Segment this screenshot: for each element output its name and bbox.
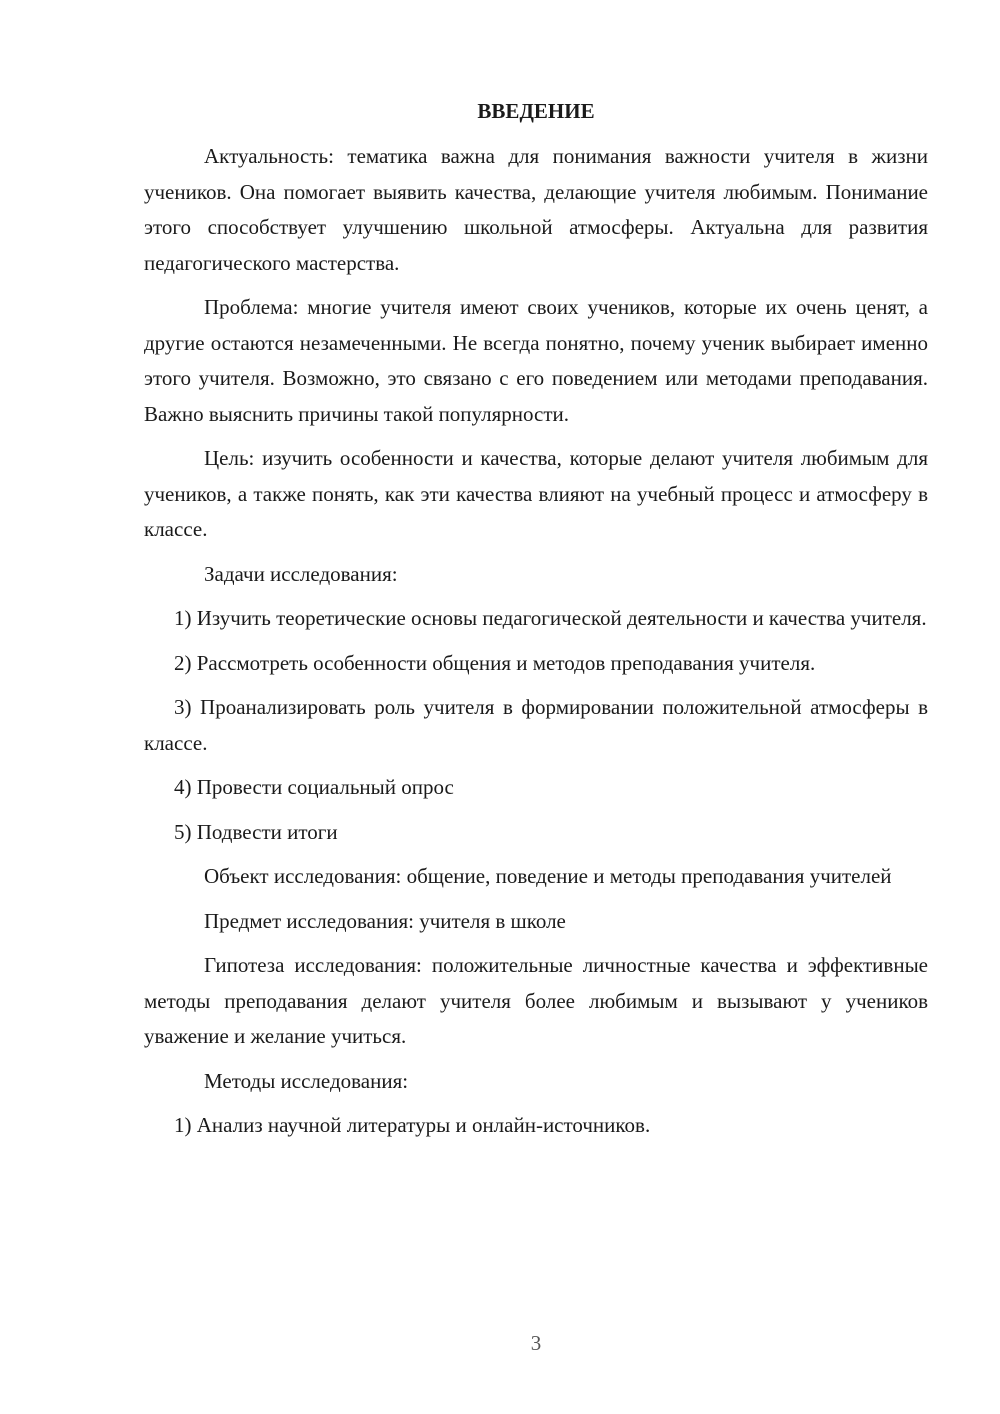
methods-heading: Методы исследования: xyxy=(204,1068,409,1093)
hypothesis-paragraph: Гипотеза исследования: положительные личностные качества и эффективные методы преподавания делают учителя более любимым и вызывают у учеников уважение и желание учиться. xyxy=(144,953,928,1048)
task-item: 4) Провести социальный опрос xyxy=(174,775,454,799)
subject-paragraph: Предмет исследования: учителя в школе xyxy=(204,908,566,933)
task-item: 1) Изучить теоретические основы педагогической деятельности и качества учителя. xyxy=(174,606,927,630)
task-item: 5) Подвести итоги xyxy=(174,819,338,844)
method-item: 1) Анализ научной литературы и онлайн-источников. xyxy=(174,1113,651,1137)
task-item: 2) Рассмотреть особенности общения и методов преподавания учителя. xyxy=(174,650,816,675)
problem-paragraph: Проблема: многие учителя имеют своих учеников, которые их очень ценят, а другие остаются незамеченными. Не всегда понятно, почему ученик выбирает именно этого учителя. Возможно, это связано с его поведением или методами преподавания. Важно выяснить причины такой популярности. xyxy=(144,295,928,426)
document-page xyxy=(144,94,928,1153)
goal-paragraph: Цель: изучить особенности и качества, которые делают учителя любимым для учеников, а также понять, как эти качества влияют на учебный процесс и атмосферу в классе. xyxy=(144,446,928,541)
section-title: ВВЕДЕНИЕ xyxy=(477,99,595,123)
task-item: 3) Проанализировать роль учителя в формировании положительной атмосферы в классе. xyxy=(144,695,928,755)
relevance-paragraph: Актуальность: тематика важна для понимания важности учителя в жизни учеников. Она помогает выявить качества, делающие учителя любимым. Понимание этого способствует улучшению школьной атмосферы. Актуальна для развития педагогического мастерства. xyxy=(144,144,928,275)
page-number: 3 xyxy=(530,1331,542,1355)
tasks-heading: Задачи исследования: xyxy=(204,561,398,586)
object-paragraph: Объект исследования: общение, поведение и методы преподавания учителей xyxy=(204,864,892,888)
